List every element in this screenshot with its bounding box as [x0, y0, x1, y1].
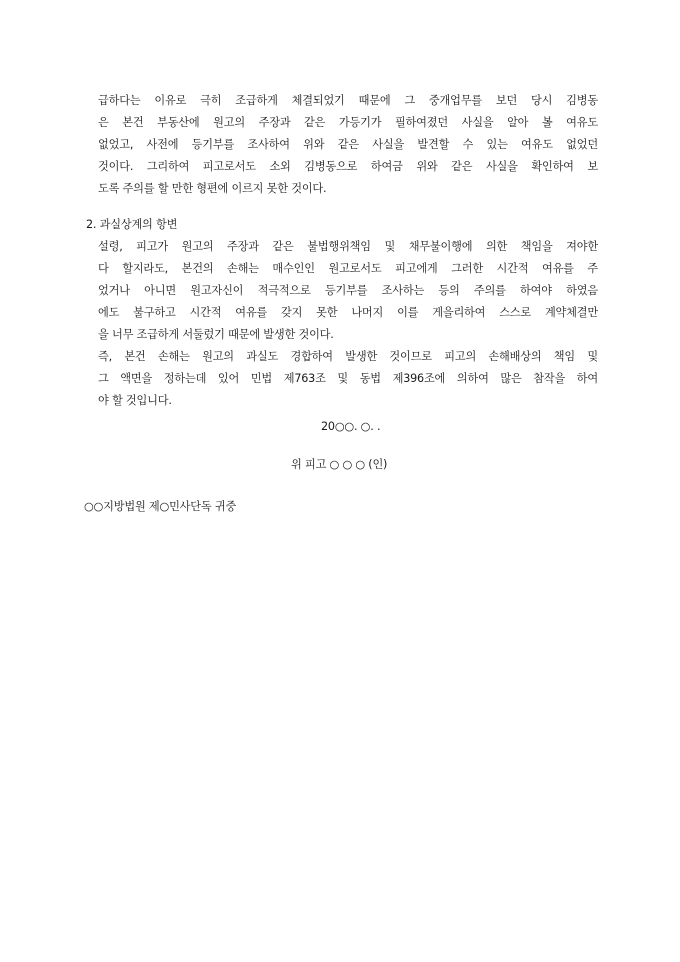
court-addressee: ○○지방법원 제○민사단독 귀중 — [84, 500, 237, 513]
section2-para2-line-2: 그 액면을 정하는데 있어 민법 제763조 및 동법 제396조에 의하여 많은 참작을 하여 — [98, 372, 598, 385]
section2-para1-line-5: 을 너무 조급하게 서둘렀기 때문에 발생한 것이다. — [98, 328, 334, 341]
section2-para1-line-4: 에도 불구하고 시간적 여유를 갖지 못한 나머지 이를 게을리하여 스스로 계약체결만 — [98, 306, 598, 319]
section2-para1-line-2: 다 할지라도, 본건의 손해는 매수인인 원고로서도 피고에게 그러한 시간적 여유를 주 — [98, 262, 598, 275]
paragraph1-line-1: 급하다는 이유로 극히 조급하게 체결되었기 때문에 그 중개업무를 보던 당시 김병동 — [98, 94, 598, 107]
section2-para2-line-1: 즉, 본건 손해는 원고의 과실도 경합하여 발생한 것이므로 피고의 손해배상의 책임 및 — [98, 350, 598, 363]
defendant-signature: 위 피고 ○ ○ ○ (인) — [291, 458, 388, 471]
section2-para2-line-3: 야 할 것입니다. — [98, 394, 172, 407]
paragraph1-line-5: 도록 주의를 할 만한 형편에 이르지 못한 것이다. — [98, 182, 327, 195]
paragraph1-line-2: 은 본건 부동산에 원고의 주장과 같은 가등기가 필하여졌던 사실을 알아 볼 여유도 — [98, 116, 598, 129]
paragraph1-line-3: 없었고, 사전에 등기부를 조사하여 위와 같은 사실을 발견할 수 있는 여유도 없었던 — [98, 138, 598, 151]
section2-para1-line-3: 었거나 아니면 원고자신이 적극적으로 등기부를 조사하는 등의 주의를 하여야 하였음 — [98, 284, 598, 297]
paragraph1-line-4: 것이다. 그리하여 피고로서도 소외 김병동으로 하여금 위와 같은 사실을 확인하여 보 — [98, 160, 598, 173]
section2-heading: 2. 과실상계의 항변 — [86, 218, 178, 231]
section2-para1-line-1: 설령, 피고가 원고의 주장과 같은 불법행위책임 및 채무불이행에 의한 책임을 져야한 — [98, 240, 598, 253]
document-date: 20○○. ○. . — [321, 420, 381, 433]
